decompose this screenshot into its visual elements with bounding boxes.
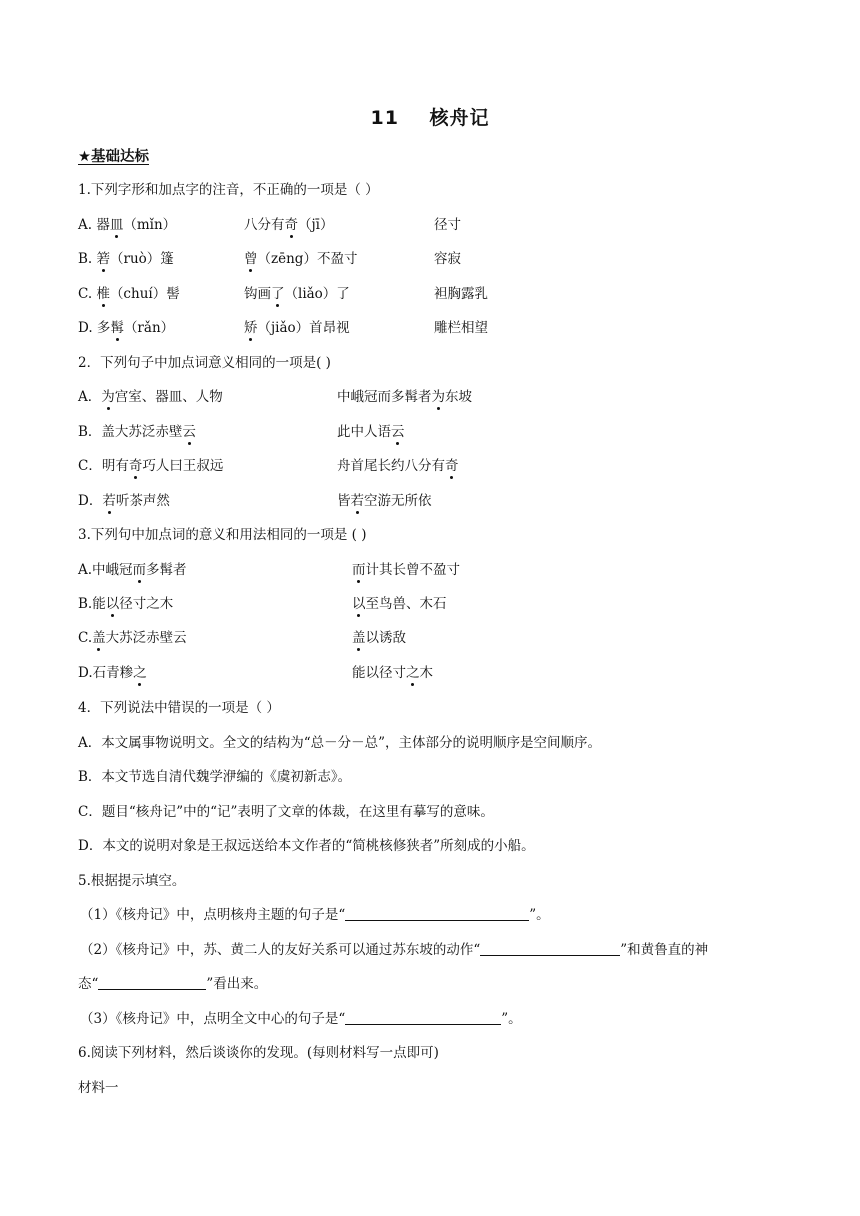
q4-option-a: A．本文属事物说明文。全文的结构为“总－分－总”，主体部分的说明顺序是空间顺序。 xyxy=(78,735,602,751)
q5-item-3: （3）《核舟记》中，点明全文中心的句子是“ ”。 xyxy=(80,1011,522,1027)
q1-option-a-col1: A. 器皿（mǐn） xyxy=(78,217,177,233)
q5-item-2-blank-a[interactable] xyxy=(480,941,620,956)
q2-option-a-col1: A．为宫室、器皿、人物 xyxy=(78,389,223,405)
q2-option-c-col1: C．明有奇巧人曰王叔远 xyxy=(78,458,224,474)
q1-option-b-col2: 曾（zēng）不盈寸 xyxy=(244,251,358,267)
q3-option-c-col2: 盖以诱敌 xyxy=(352,630,406,646)
q1-option-d-col2: 矫（jiǎo）首昂视 xyxy=(244,320,350,336)
q3-option-b-col1: B.能以径寸之木 xyxy=(78,596,174,612)
q3-option-c-col1: C.盖大苏泛赤壁云 xyxy=(78,630,187,646)
q1-option-d-col1: D. 多髯（rǎn） xyxy=(78,320,175,336)
q3-option-a-col2: 而计其长曾不盈寸 xyxy=(352,562,460,578)
q5-item-2-blank-b[interactable] xyxy=(98,975,206,990)
q5-item-2: （2）《核舟记》中，苏、黄二人的友好关系可以通过苏东坡的动作“ ”和黄鲁直的神 xyxy=(80,942,709,958)
q2-option-c-col2: 舟首尾长约八分有奇 xyxy=(337,458,459,474)
q6-material-label: 材料一 xyxy=(78,1080,119,1096)
question-3-stem: 3.下列句中加点词的意义和用法相同的一项是 ( ) xyxy=(78,527,367,543)
question-1-stem: 1.下列字形和加点字的注音，不正确的一项是（ ） xyxy=(78,182,379,198)
q2-option-b-col2: 此中人语云 xyxy=(337,424,405,440)
question-4-stem: 4．下列说法中错误的一项是（ ） xyxy=(78,700,280,716)
q3-option-d-col1: D.石青糁之 xyxy=(78,665,147,681)
q1-option-a-col3: 径寸 xyxy=(434,217,461,233)
q4-option-d: D．本文的说明对象是王叔远送给本文作者的“简桃核修狭者”所刻成的小船。 xyxy=(78,838,535,854)
q1-option-a-col2: 八分有奇（jī） xyxy=(244,217,334,233)
question-6-stem: 6.阅读下列材料，然后谈谈你的发现。(每则材料写一点即可) xyxy=(78,1045,439,1061)
q4-option-c: C．题目“核舟记”中的“记”表明了文章的体裁，在这里有摹写的意味。 xyxy=(78,804,494,820)
q5-item-3-blank[interactable] xyxy=(345,1010,501,1025)
q5-item-1-blank[interactable] xyxy=(345,906,529,921)
q2-option-a-col2: 中峨冠而多髯者为东坡 xyxy=(337,389,472,405)
q1-option-d-col3: 雕栏相望 xyxy=(434,320,488,336)
question-5-stem: 5.根据提示填空。 xyxy=(78,873,186,889)
question-2-stem: 2．下列句子中加点词意义相同的一项是( ) xyxy=(78,355,331,371)
section-heading: ★基础达标 xyxy=(78,149,149,165)
q1-option-c-col2: 钩画了（liǎo）了 xyxy=(244,286,350,302)
q2-option-b-col1: B．盖大苏泛赤壁云 xyxy=(78,424,196,440)
q3-option-b-col2: 以至鸟兽、木石 xyxy=(352,596,447,612)
q3-option-a-col1: A.中峨冠而多髯者 xyxy=(78,562,187,578)
page-title: 11 核舟记 xyxy=(370,107,490,129)
q1-option-b-col1: B. 箬（ruò）篷 xyxy=(78,251,174,267)
q1-option-b-col3: 容寂 xyxy=(434,251,461,267)
q2-option-d-col2: 皆若空游无所依 xyxy=(337,493,432,509)
q5-item-1: （1）《核舟记》中，点明核舟主题的句子是“ ”。 xyxy=(80,907,550,923)
q5-item-2-cont: 态“ ”看出来。 xyxy=(78,976,268,992)
q1-option-c-col1: C. 椎（chuí）髻 xyxy=(78,286,180,302)
q3-option-d-col2: 能以径寸之木 xyxy=(352,665,433,681)
q2-option-d-col1: D．若听茶声然 xyxy=(78,493,170,509)
q4-option-b: B．本文节选自清代魏学洢编的《虞初新志》。 xyxy=(78,769,352,785)
q1-option-c-col3: 袒胸露乳 xyxy=(434,286,488,302)
